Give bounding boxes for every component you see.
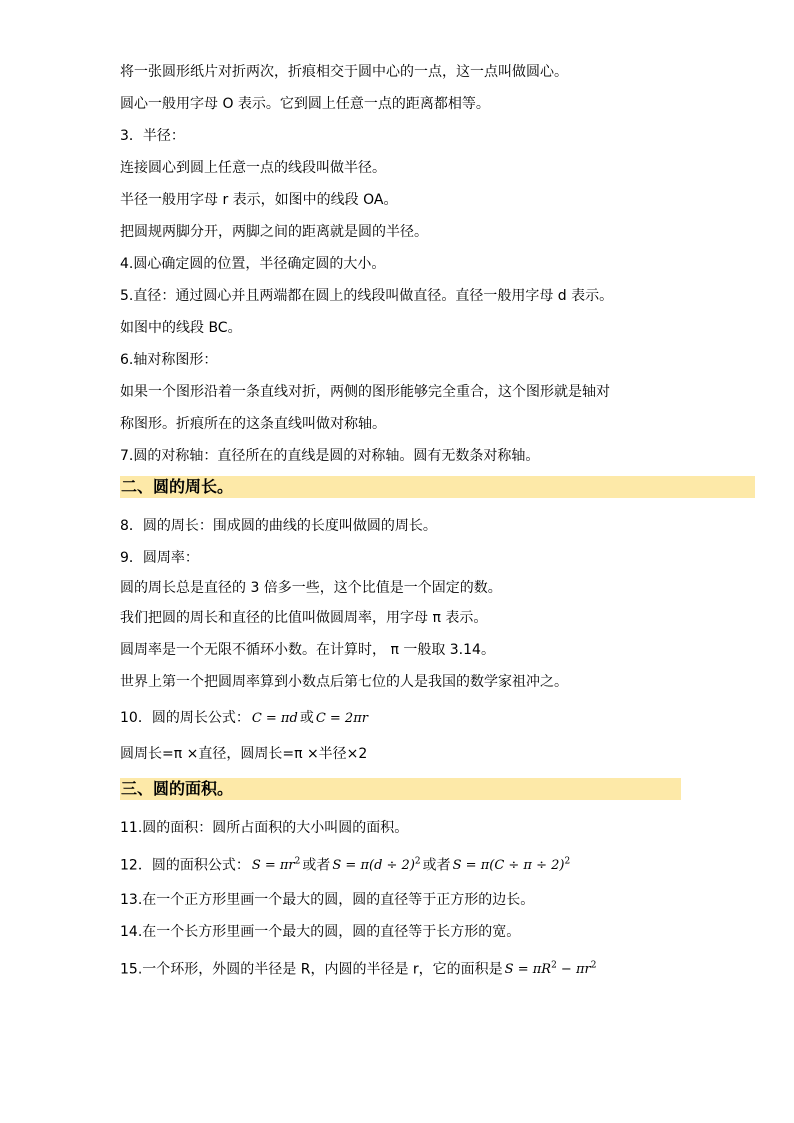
text-line: 圆的周长总是直径的 3 倍多一些，这个比值是一个固定的数。: [120, 580, 502, 596]
formula-c-2-pi-r: C = 2πr: [315, 711, 368, 726]
text-line: 圆周长=π ×直径，圆周长=π ×半径×2: [120, 746, 368, 762]
formula-ring-area: $S = \pi R^2 - \pi r^2$: [504, 961, 597, 978]
text-line: 14.在一个长方形里画一个最大的圆，圆的直径等于长方形的宽。: [120, 924, 521, 940]
text-line: 半径一般用字母 r 表示，如图中的线段 OA。: [120, 192, 398, 208]
text-line: 如图中的线段 BC。: [120, 320, 242, 336]
formula-c-pi-d: C = πd: [251, 711, 298, 726]
text-line: 圆心一般用字母 O 表示。它到圆上任意一点的距离都相等。: [120, 96, 490, 112]
section-heading-area: 三、圆的面积。: [120, 778, 681, 800]
text-line: 我们把圆的周长和直径的比值叫做圆周率，用字母 π 表示。: [120, 610, 488, 626]
formula-connector: 或者: [302, 857, 331, 874]
text-line: 连接圆心到圆上任意一点的线段叫做半径。: [120, 160, 386, 176]
text-line: 称图形。折痕所在的这条直线叫做对称轴。: [120, 416, 386, 432]
circumference-formula-line: [120, 708, 370, 729]
formula-s-pi-c-squared: $S = \pi(C \div \pi \div 2)^2$: [452, 857, 571, 874]
area-formula-line: [120, 852, 572, 876]
text-line: 把圆规两脚分开，两脚之间的距离就是圆的半径。: [120, 224, 428, 240]
text-line: 11.圆的面积：圆所占面积的大小叫圆的面积。: [120, 820, 409, 836]
formula-label: 12．圆的面积公式：: [120, 857, 250, 874]
text-line: 6.轴对称图形：: [120, 352, 218, 368]
text-line: 7.圆的对称轴：直径所在的直线是圆的对称轴。圆有无数条对称轴。: [120, 448, 540, 464]
section-heading-circumference: 二、圆的周长。: [120, 476, 755, 498]
formula-s-pi-d-half-squared: $S = \pi(d \div 2)^2$: [332, 857, 421, 874]
text-line: 如果一个图形沿着一条直线对折，两侧的图形能够完全重合，这个图形就是轴对: [120, 384, 610, 400]
text-line: 将一张圆形纸片对折两次，折痕相交于圆中心的一点，这一点叫做圆心。: [120, 64, 568, 80]
text-line: 8．圆的周长：围成圆的曲线的长度叫做圆的周长。: [120, 518, 437, 534]
text-line: 13.在一个正方形里画一个最大的圆，圆的直径等于正方形的边长。: [120, 892, 535, 908]
text-line: 圆周率是一个无限不循环小数。在计算时， π 一般取 3.14。: [120, 642, 495, 658]
ring-label: 15.一个环形，外圆的半径是 R，内圆的半径是 r，它的面积是: [120, 961, 503, 978]
text-line: 3．半径：: [120, 128, 185, 144]
formula-s-pi-r-squared: $S = \pi r^2$: [251, 857, 301, 874]
text-line: 4.圆心确定圆的位置，半径确定圆的大小。: [120, 256, 386, 272]
formula-label: 10．圆的周长公式：: [120, 710, 250, 726]
text-line: 世界上第一个把圆周率算到小数点后第七位的人是我国的数学家祖冲之。: [120, 674, 568, 690]
ring-area-line: [120, 956, 598, 980]
formula-connector: 或者: [422, 857, 451, 874]
text-line: 5.直径：通过圆心并且两端都在圆上的线段叫做直径。直径一般用字母 d 表示。: [120, 288, 614, 304]
text-line: 9．圆周率：: [120, 550, 199, 566]
formula-connector: 或: [299, 710, 314, 726]
